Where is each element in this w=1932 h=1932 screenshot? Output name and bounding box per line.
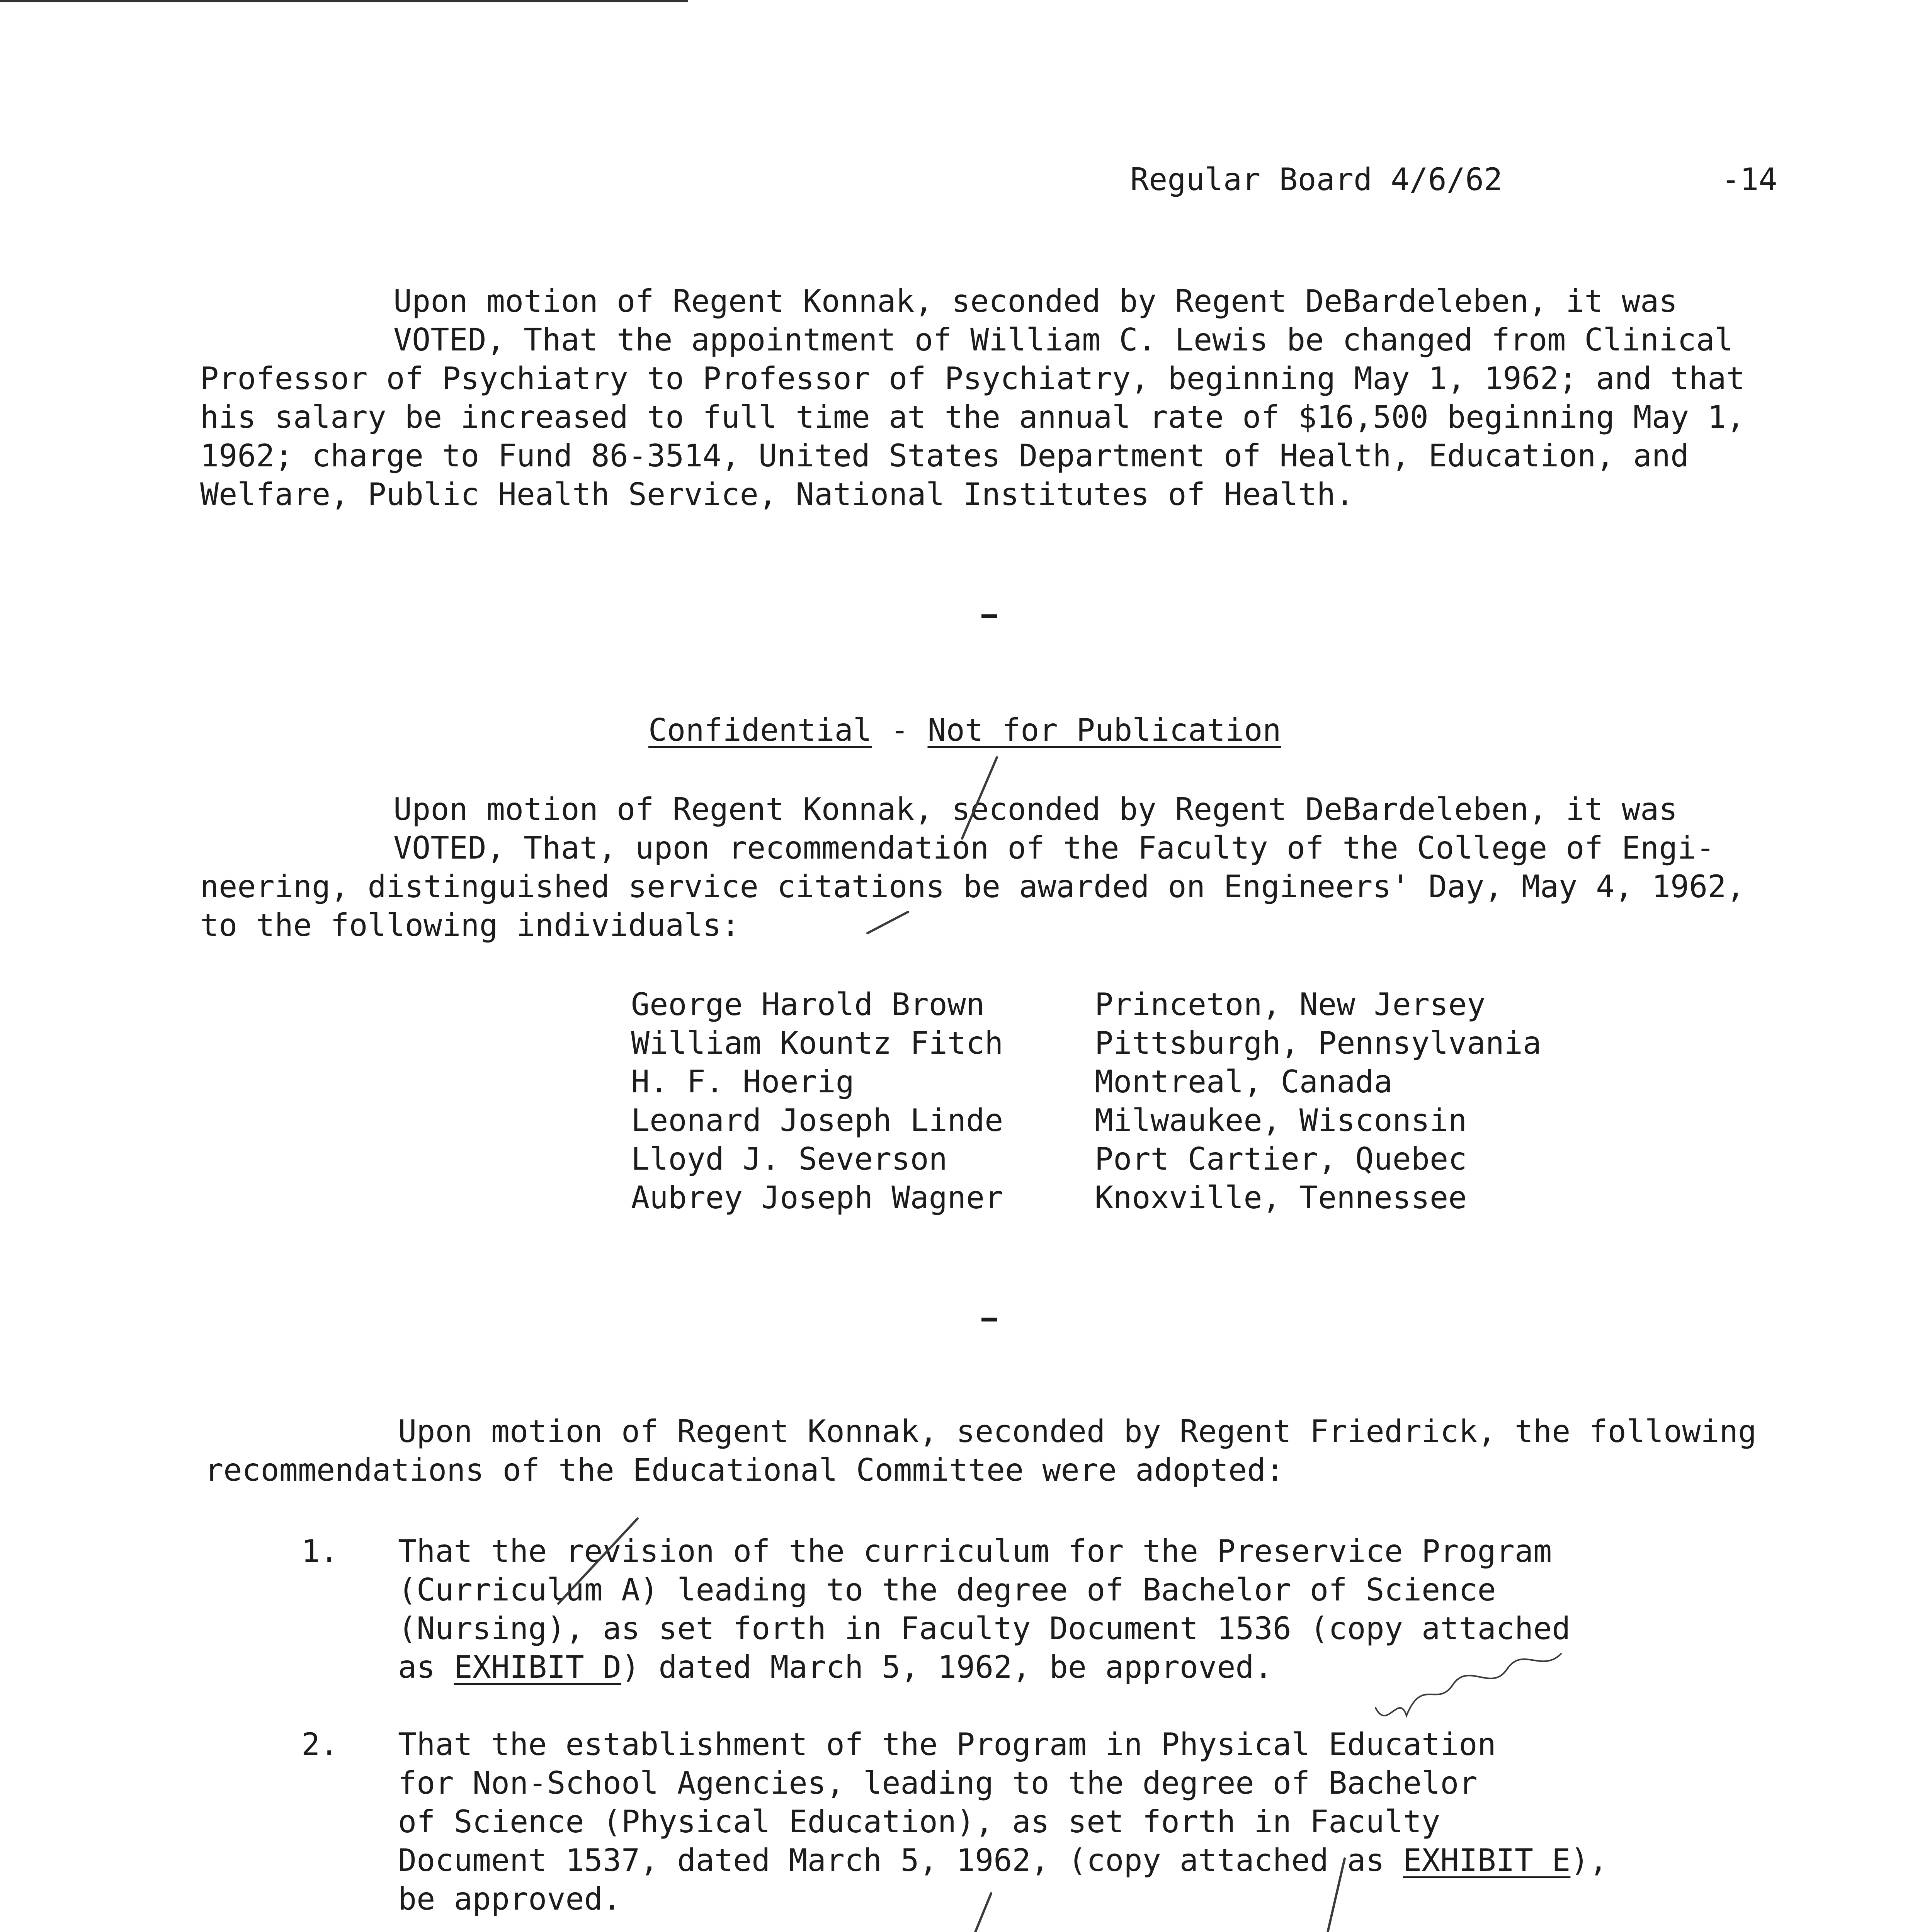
exhibit-d-link: EXHIBIT D	[454, 1649, 621, 1685]
awardee-place: Milwaukee, Wisconsin	[1095, 1102, 1467, 1138]
text-line: 1962; charge to Fund 86-3514, United States Department of Health, Education, and	[200, 438, 1689, 474]
text-line: Upon motion of Regent Konnak, seconded by Regent Friedrick, the following	[398, 1413, 1757, 1449]
awardee-name: Leonard Joseph Linde	[631, 1102, 1003, 1138]
text-line: VOTED, That the appointment of William C. Lewis be changed from Clinical	[393, 322, 1733, 358]
text-line: recommendations of the Educational Committee were adopted:	[205, 1452, 1284, 1488]
header-title: Regular Board 4/6/62	[1130, 162, 1503, 197]
awardee-place: Knoxville, Tennessee	[1095, 1180, 1467, 1216]
header-page-number: -14	[1721, 162, 1777, 197]
text-line: to the following individuals:	[200, 907, 740, 943]
awardee-name: George Harold Brown	[631, 986, 985, 1022]
pencil-check-mark	[939, 1893, 991, 1932]
not-for-publication-label: Not for Publication	[927, 712, 1281, 748]
awardee-place: Port Cartier, Quebec	[1095, 1141, 1467, 1177]
text-line: (Nursing), as set forth in Faculty Document 1536 (copy attached	[398, 1611, 1571, 1646]
text-line: be approved.	[398, 1881, 621, 1917]
text-line: Professor of Psychiatry to Professor of Psychiatry, beginning May 1, 1962; and that	[200, 361, 1745, 396]
pencil-check-mark	[867, 912, 908, 933]
confidential-label: Confidential	[648, 712, 872, 748]
awardee-place: Princeton, New Jersey	[1095, 986, 1486, 1022]
text-line: VOTED, That, upon recommendation of the Faculty of the College of Engi-	[393, 830, 1715, 866]
text-line: for Non-School Agencies, leading to the degree of Bachelor	[398, 1765, 1478, 1801]
pencil-check-mark	[1310, 1859, 1345, 1932]
awardee-name: Aubrey Joseph Wagner	[631, 1180, 1003, 1216]
exhibit-e-link: EXHIBIT E	[1403, 1842, 1571, 1878]
item-number: 2.	[301, 1726, 339, 1762]
text-line: neering, distinguished service citations be awarded on Engineers' Day, May 4, 1962,	[200, 869, 1745, 905]
text-line: That the revision of the curriculum for the Preservice Program	[398, 1533, 1552, 1569]
text-line: (Curriculum A) leading to the degree of Bachelor of Science	[398, 1572, 1496, 1608]
text-line: Document 1537, dated March 5, 1962, (copy attached as EXHIBIT E),	[398, 1842, 1608, 1878]
heading-separator: -	[871, 712, 928, 748]
awardee-place: Pittsburgh, Pennsylvania	[1095, 1025, 1541, 1061]
text-line: of Science (Physical Education), as set forth in Faculty	[398, 1804, 1440, 1840]
text-line: Welfare, Public Health Service, National Institutes of Health.	[200, 476, 1354, 512]
pencil-check-mark	[962, 757, 997, 838]
text-line: That the establishment of the Program in Physical Education	[398, 1726, 1496, 1762]
pencil-check-mark	[558, 1519, 638, 1604]
awardee-name: Lloyd J. Severson	[631, 1141, 947, 1177]
text-line: Upon motion of Regent Konnak, seconded by Regent DeBardeleben, it was	[393, 283, 1678, 319]
item-number: 1.	[301, 1533, 339, 1569]
awardee-place: Montreal, Canada	[1095, 1064, 1393, 1100]
text-line: Upon motion of Regent Konnak, seconded by Regent DeBardeleben, it was	[393, 791, 1678, 827]
text-line: as EXHIBIT D) dated March 5, 1962, be approved.	[398, 1649, 1273, 1685]
awardee-name: William Kountz Fitch	[631, 1025, 1003, 1061]
awardee-name: H. F. Hoerig	[631, 1064, 854, 1100]
text-line: his salary be increased to full time at the annual rate of $16,500 beginning May 1,	[200, 399, 1745, 435]
handwritten-scribble	[1376, 1654, 1561, 1716]
